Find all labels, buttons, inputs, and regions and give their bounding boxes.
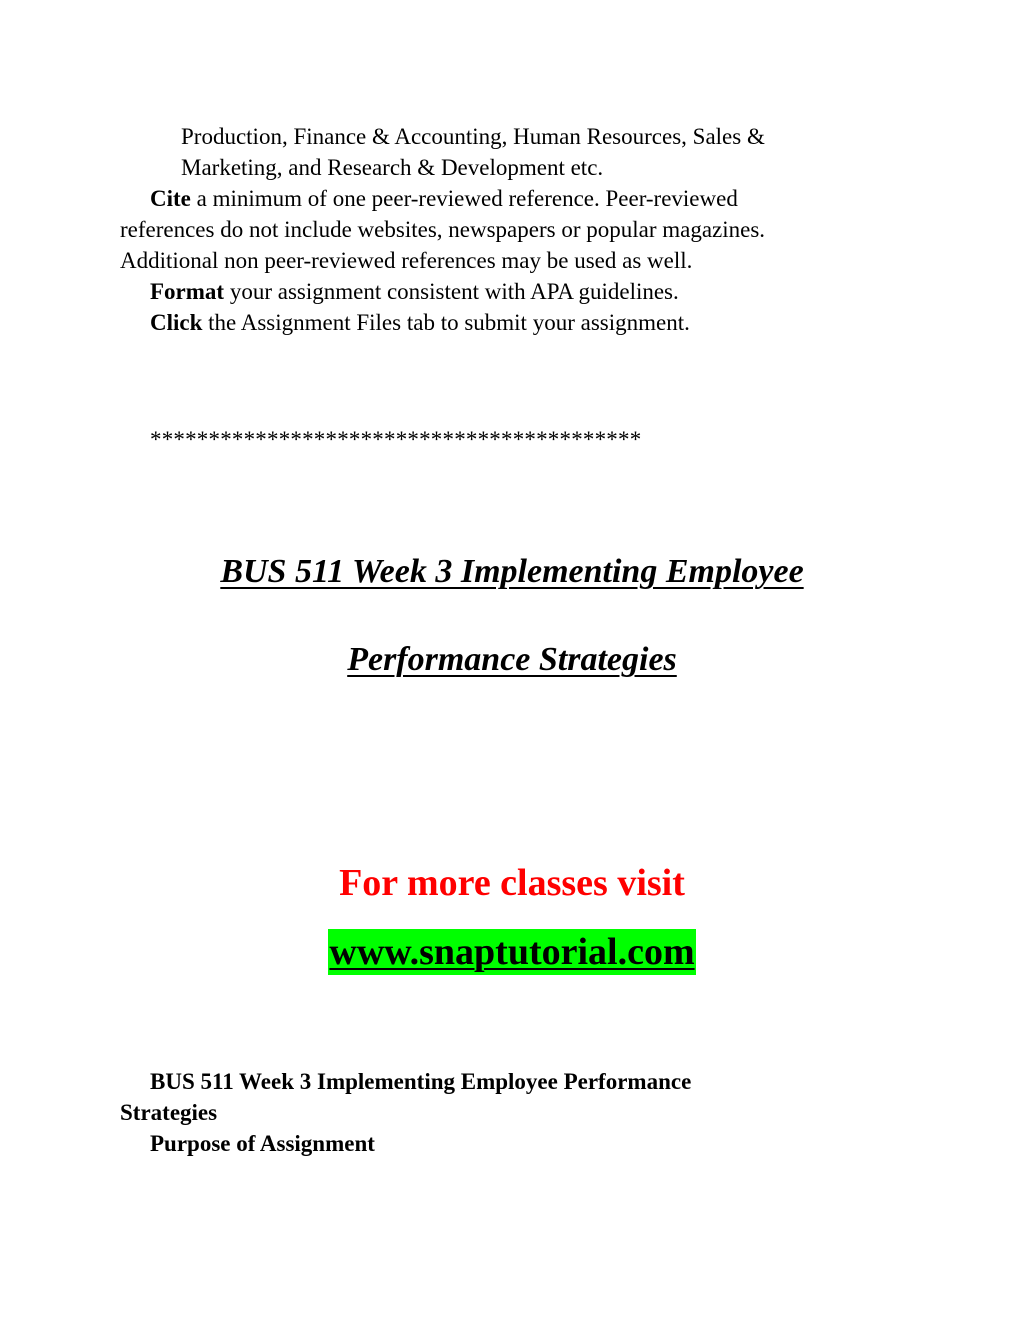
section-subheading: Purpose of Assignment xyxy=(150,1131,375,1156)
format-instruction xyxy=(150,276,679,307)
section-title-continuation: Strategies xyxy=(120,1100,218,1125)
promo-link-container xyxy=(0,929,1024,975)
heading-title-line: Performance Strategies xyxy=(347,641,677,678)
separator-stars: ****************************************** xyxy=(150,427,642,452)
cite-instruction xyxy=(150,183,738,214)
cite-instruction-line: Additional non peer-reviewed references may be used as well. xyxy=(120,248,693,273)
heading-title-line: BUS 511 Week 3 Implementing Employee xyxy=(220,553,804,590)
format-text: your assignment consistent with APA guidelines. xyxy=(224,279,679,304)
list-continuation-line: Marketing, and Research & Development etc. xyxy=(181,155,604,180)
list-continuation-line: Production, Finance & Accounting, Human Resources, Sales & xyxy=(181,124,765,149)
click-text: the Assignment Files tab to submit your assignment. xyxy=(202,310,690,335)
cite-keyword: Cite xyxy=(150,186,191,211)
cite-instruction-line: references do not include websites, newspapers or popular magazines. xyxy=(120,217,766,242)
section-title: BUS 511 Week 3 Implementing Employee Performance xyxy=(150,1069,692,1094)
click-keyword: Click xyxy=(150,310,203,335)
promo-link[interactable]: www.snaptutorial.com xyxy=(329,931,695,973)
format-keyword: Format xyxy=(150,279,225,304)
click-instruction xyxy=(150,307,690,338)
cite-text: a minimum of one peer-reviewed reference. Peer-reviewed xyxy=(190,186,738,211)
promo-text: For more classes visit xyxy=(339,862,685,904)
